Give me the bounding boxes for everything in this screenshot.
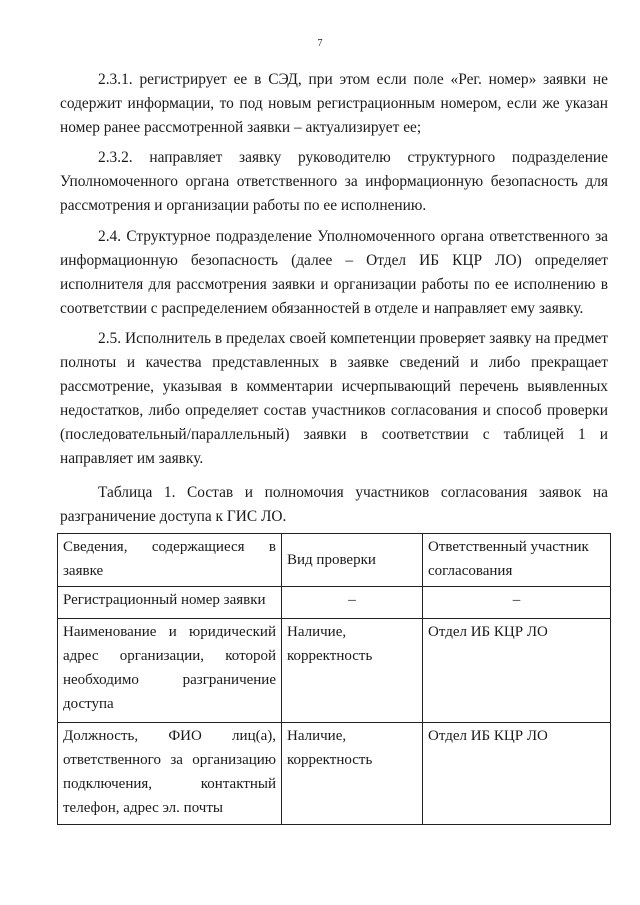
table-caption: Таблица 1. Состав и полномочия участников согласования заявок на разграничение доступа к ГИС ЛО. (60, 484, 608, 525)
table-cell: Должность, ФИО лиц(а), ответственного за организацию подключения, контактный телефон, адрес эл. почты (58, 723, 282, 825)
table-header-cell: Сведения, содержащиеся в заявке (58, 534, 282, 587)
table-cell: Наличие, корректность (282, 619, 423, 723)
participants-table (57, 533, 611, 825)
paragraph-2-5: 2.5. Исполнитель в пределах своей компетенции проверяет заявку на предмет полноты и качества представленных в заявке сведений и либо прекращает рассмотрение, указывая в комментарии исчерпывающий перечень выявленных недостатков, либо определяет состав участников согласования и способ проверки (последовательный/параллельный) заявки в соответствии с таблицей 1 и направляет им заявку. (60, 330, 608, 467)
table-cell: Отдел ИБ КЦР ЛО (423, 619, 611, 723)
table-header-row (58, 534, 611, 587)
paragraph-2-3-2: 2.3.2. направляет заявку руководителю структурного подразделение Уполномоченного органа ответственного за информационную безопасность для рассмотрения и организации работы по ее исполнению. (60, 149, 608, 214)
paragraph-2-3-1: 2.3.1. регистрирует ее в СЭД, при этом если поле «Рег. номер» заявки не содержит информации, то под новым регистрационным номером, если же указан номер ранее рассмотренной заявки – актуализирует ее; (60, 71, 608, 136)
table-row (58, 619, 611, 723)
table-cell: Регистрационный номер заявки (58, 587, 282, 619)
table-cell: Наименование и юридический адрес организации, которой необходимо разграничение доступа (58, 619, 282, 723)
table-cell: – (423, 587, 611, 619)
paragraph-2-4: 2.4. Структурное подразделение Уполномоченного органа ответственного за информационную безопасность (далее – Отдел ИБ КЦР ЛО) определяет исполнителя для рассмотрения заявки и организации работы по ее исполнению в соответствии с распределением обязанностей в отделе и направляет ему заявку. (60, 228, 608, 317)
table-cell: – (282, 587, 423, 619)
table-row (58, 723, 611, 825)
table-cell: Наличие, корректность (282, 723, 423, 825)
table-header-cell: Вид проверки (282, 534, 423, 587)
table-cell: Отдел ИБ КЦР ЛО (423, 723, 611, 825)
table-row (58, 587, 611, 619)
table-header-cell: Ответственный участник согласования (423, 534, 611, 587)
page-number: 7 (317, 38, 323, 49)
